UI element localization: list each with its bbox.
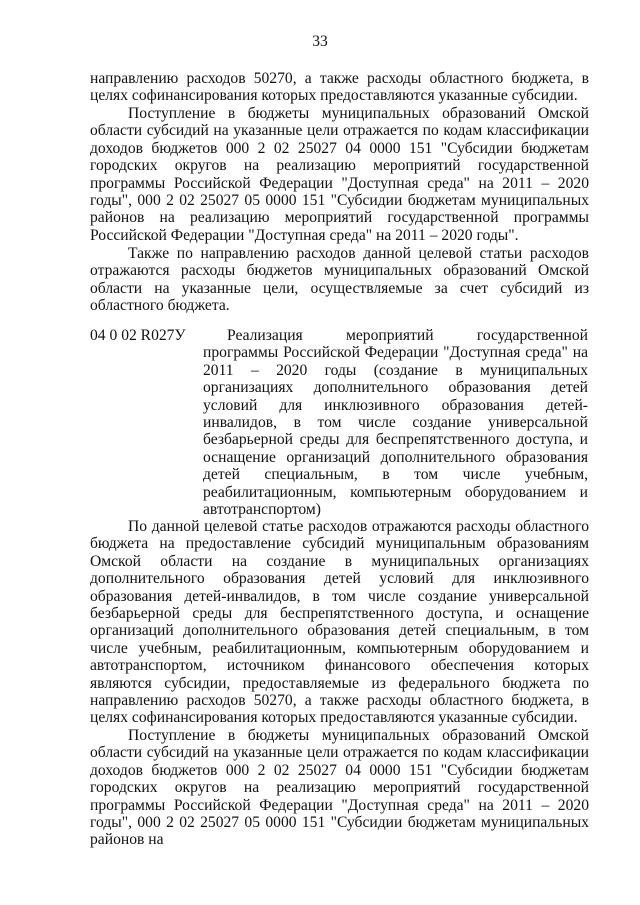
paragraph-income-codes: Поступление в бюджеты муниципальных образований Омской области субсидий на указанные цели отражается по кодам классификации доходов бюджетов 000 2 02 25027 04 0000 151 "Субсидии бюджетам городских округов на реализацию мероприятий государственной программы Российской Федерации "Доступная среда" на 2011 – 2020 годы", 000 2 02 25027 05 0000 151 "Субсидии бюджетам муниципальных районов на реализацию мероприятий государственной программы Российской Федерации "Доступная среда" на 2011 – 2020 годы". xyxy=(90,105,589,244)
paragraph-target-article: По данной целевой статье расходов отражаются расходы областного бюджета на предоставление субсидий муниципальным образованиям Омской области на создание в муниципальных организациях дополнительного образования детей условий для инклюзивного образования детей-инвалидов, в том числе создание универсальной безбарьерной среды для беспрепятственного доступа, и оснащение организаций дополнительного образования детей специальным, в том числе учебным, реабилитационным, компьютерным оборудованием и автотранспортом, источником финансового обеспечения которых являются субсидии, предоставляемые из федерального бюджета по направлению расходов 50270, а также расходы областного бюджета, в целях софинансирования которых предоставляются указанные субсидии. xyxy=(90,518,589,727)
budget-code-description: Реализация мероприятий государственной программы Российской Федерации "Доступная среда" на 2011 – 2020 годы (создание в муниципальных организациях дополнительного образования детей условий для инклюзивного образования детей-инвалидов, в том числе создание универсальной безбарьерной среды для беспрепятственного доступа, и оснащение организаций дополнительного образования детей специальным, в том числе учебным, реабилитационным, компьютерным оборудованием и автотранспортом) xyxy=(203,327,588,519)
budget-code: 04 0 02 R027У xyxy=(90,327,186,344)
paragraph-continuation: направлению расходов 50270, а также расходы областного бюджета, в целях софинансирования которых предоставляются указанные субсидии. xyxy=(90,70,589,105)
paragraph-municipal-expenses: Также по направлению расходов данной целевой статьи расходов отражаются расходы бюджетов муниципальных образований Омской области на указанные цели, осуществляемые за счет субсидий из областного бюджета. xyxy=(90,245,589,315)
paragraph-income-codes-2: Поступление в бюджеты муниципальных образований Омской области субсидий на указанные цели отражается по кодам классификации доходов бюджетов 000 2 02 25027 04 0000 151 "Субсидии бюджетам городских округов на реализацию мероприятий государственной программы Российской Федерации "Доступная среда" на 2011 – 2020 годы", 000 2 02 25027 05 0000 151 "Субсидии бюджетам муниципальных районов на xyxy=(90,727,589,849)
page-number: 33 xyxy=(312,33,328,50)
